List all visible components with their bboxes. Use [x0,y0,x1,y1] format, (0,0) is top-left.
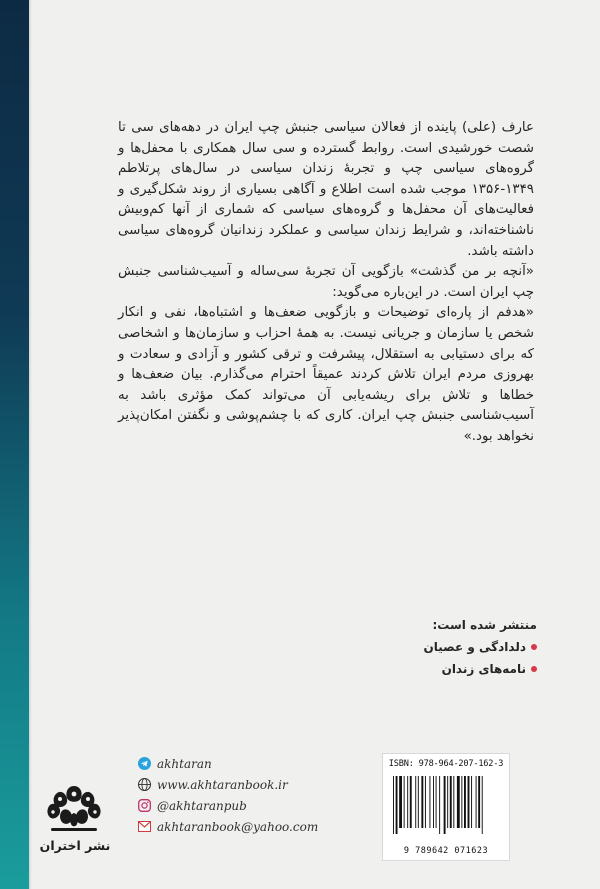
contact-text: akhtaran [157,756,212,771]
barcode-bar [404,776,405,828]
barcode-bar [407,776,408,828]
bullet-icon [531,666,537,672]
blurb-paragraph: عارف (علی) پاینده از فعالان سیاسی جنبش چپ ایران در دهه‌های سی تا شصت خورشیدی است. روابط گسترده و سی سال همکاری با محفل‌ها و گروه‌های سیاسی چپ و تجربهٔ زندان سیاسی در سال‌های پرتلاطم ۱۳۴۹-۱۳۵۶ موجب شده است اطلاع و آگاهی بسیاری از روند شکل‌گیری و فعالیت‌های آن محفل‌ها و گروه‌های سیاسی که شماری از آنها کم‌وبیش ناشناخته‌اند، و شرایط زندان سیاسی و عملکرد زندانیان گروه‌های سیاسی داشته باشد. [118,120,534,259]
barcode-bar [399,776,402,828]
barcode-bar [429,776,430,828]
barcode-bar [410,776,412,828]
isbn-number: ISBN: 978-964-207-162-3 [388,759,504,769]
list-item [317,640,537,654]
barcode-bar [457,776,460,828]
book-title: دلدادگی و عصیان [423,640,526,654]
blurb-paragraph: «آنچه بر من گذشت» بازگویی آن تجربهٔ سی‌ساله و آسیب‌شناسی جنبش چپ ایران است. در این‌باره می‌گوید: [118,264,534,300]
instagram-icon [138,799,151,812]
cover-spine-band [0,0,29,889]
barcode-bar [482,776,483,834]
barcode [391,776,501,842]
globe-icon [138,778,151,791]
barcode-bar [450,776,452,828]
email-icon [138,820,151,833]
contact-email[interactable] [138,816,318,837]
barcode-bar [393,776,394,834]
barcode-bar [478,776,480,828]
contact-text: www.akhtaranbook.ir [157,777,288,792]
back-cover-blurb [118,118,534,448]
barcode-digits: 9 789642 071623 [403,846,489,856]
barcode-bar [425,776,426,828]
publisher-logo [45,783,103,833]
publisher-contacts [138,753,318,837]
barcode-bar [444,776,446,834]
barcode-bar [396,776,398,834]
barcode-bar [471,776,472,828]
barcode-bar [468,776,470,828]
barcode-bar [436,776,437,828]
book-title: نامه‌های زندان [441,662,526,676]
isbn-barcode-label [382,753,510,861]
publisher-name: نشر اختران [39,838,111,853]
telegram-icon [138,757,151,770]
contact-text: @akhtaranpub [157,798,247,813]
published-titles [317,618,537,684]
barcode-bar [418,776,419,828]
barcode-bar [415,776,416,828]
barcode-bar [461,776,462,828]
barcode-bar [447,776,448,828]
barcode-bar [464,776,466,828]
barcode-bar [439,776,440,834]
published-heading: منتشر شده است: [432,618,537,632]
contact-website[interactable] [138,774,318,795]
contact-text: akhtaranbook@yahoo.com [157,819,319,834]
contact-telegram[interactable] [138,753,318,774]
blurb-quote: «هدفم از پاره‌ای توضیحات و بازگویی ضعف‌ها و اشتباه‌ها، نفی و انکار شخص یا سازمان و جریانی نیست. به همهٔ احزاب و سازمان‌ها و اشخاصی که برای دستیابی به استقلال، پیشرفت و ترقی کشور و آزادی و سعادت و بهروزی مردم ایران تلاش کردند عمیقاً احترام می‌گذارم. بیان ضعف‌ها و خطاها و تلاش برای ریشه‌یابی آن می‌تواند کمک مؤثری باشد به آسیب‌شناسی جنبش چپ ایران. کاری که با چشم‌پوشی و نگفتن امکان‌پذیر نخواهد بود.» [118,305,534,444]
list-item [317,662,537,676]
barcode-bar [453,776,454,828]
barcode-bar [433,776,434,828]
contact-instagram[interactable] [138,795,318,816]
bullet-icon [531,644,537,650]
barcode-bar [421,776,423,828]
barcode-bar [476,776,477,828]
spine-shadow [29,0,32,889]
